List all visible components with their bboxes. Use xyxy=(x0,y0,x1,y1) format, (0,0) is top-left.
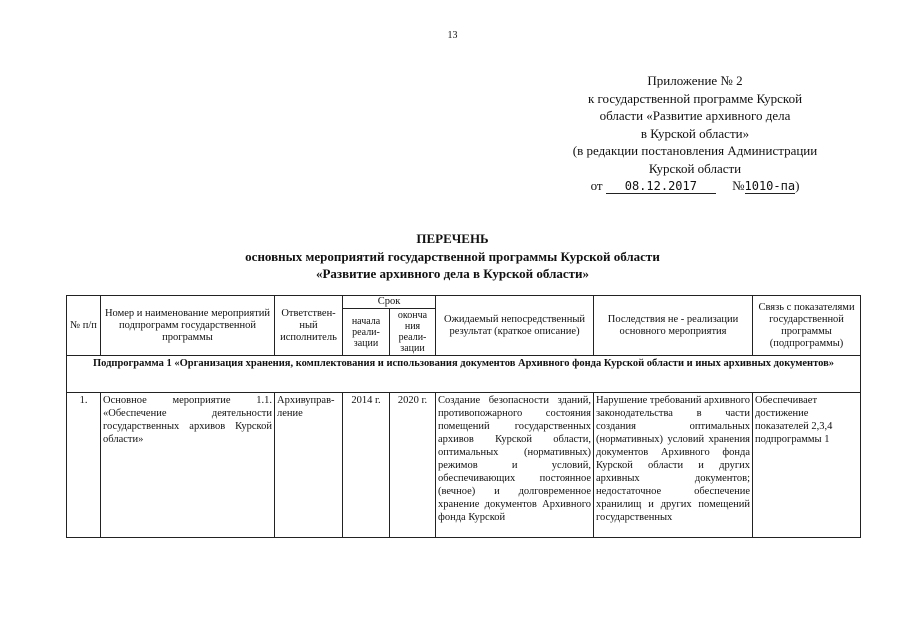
table-header-row xyxy=(67,296,861,309)
header-term-start: начала реали-зации xyxy=(343,309,390,356)
document-title xyxy=(0,230,905,283)
header-consequences: Последствия не - реализации основного мероприятия xyxy=(594,296,753,356)
row-result-text: Создание безопасности зданий, противопожарного состояния помещений государственных архивов Курской области, оптимальных (нормативных) режимов и условий, обеспечивающих постоянное (вечное) и долговременное хранение документов Архивного фонда Курской xyxy=(438,395,592,523)
row-name: Основное мероприятие 1.1. «Обеспечение деятельности государственных архивов Курской области» xyxy=(101,393,275,538)
subprogram-title: Подпрограмма 1 «Организация хранения, комплектования и использования документов Архивного фонда Курской области и иных архивных документов» xyxy=(67,356,861,393)
appendix-line: Курской области xyxy=(648,160,742,176)
header-result: Ожидаемый непосредственный результат (краткое описание) xyxy=(436,296,594,356)
decree-date: 08.12.2017 xyxy=(606,179,716,194)
row-link: Обеспечивает достижение показателей 2,3,4 подпрограммы 1 xyxy=(753,393,861,538)
appendix-line: к государственной программе Курской xyxy=(587,90,803,106)
header-num: № п/п xyxy=(67,296,101,356)
appendix-date-line xyxy=(545,177,845,195)
row-consequences xyxy=(594,393,753,538)
subprogram-row xyxy=(67,356,861,393)
header-name: Номер и наименование мероприятий подпрограмм государственной программы xyxy=(101,296,275,356)
header-link: Связь с показателями государственной программы (подпрограммы) xyxy=(753,296,861,356)
decree-number: 1010-па xyxy=(744,179,796,193)
appendix-line: Приложение № 2 xyxy=(647,73,743,88)
title-line: ПЕРЕЧЕНЬ xyxy=(416,231,489,246)
date-prefix: от xyxy=(590,178,603,193)
header-executor: Ответствен-ный исполнитель xyxy=(275,296,343,356)
number-prefix: № xyxy=(732,178,745,193)
header-term: Срок xyxy=(343,296,436,309)
appendix-line: области «Развитие архивного дела xyxy=(599,108,791,123)
number-suffix: ) xyxy=(795,178,800,193)
row-start: 2014 г. xyxy=(343,393,390,538)
appendix-line: в Курской области» xyxy=(640,125,750,141)
title-line: «Развитие архивного дела в Курской области» xyxy=(315,266,590,281)
row-result xyxy=(436,393,594,538)
header-term-end: оконча ния реали-зации xyxy=(390,309,436,356)
page-number: 13 xyxy=(447,30,458,41)
row-consequences-text: Нарушение требований архивного законодательства в части создания оптимальных (нормативных) условий хранения документов Архивного фонда Курской области и других архивных документов; недостаточное обеспечение хранилищ и других помещений государственных xyxy=(596,395,751,523)
appendix-line: (в редакции постановления Администрации xyxy=(572,143,818,158)
row-num: 1. xyxy=(67,393,101,538)
row-executor: Архивуправ-ление xyxy=(275,393,343,538)
title-line: основных мероприятий государственной программы Курской области xyxy=(245,248,660,264)
row-end: 2020 г. xyxy=(390,393,436,538)
appendix-header xyxy=(545,72,845,195)
measures-table xyxy=(66,295,861,538)
table-row xyxy=(67,393,861,538)
